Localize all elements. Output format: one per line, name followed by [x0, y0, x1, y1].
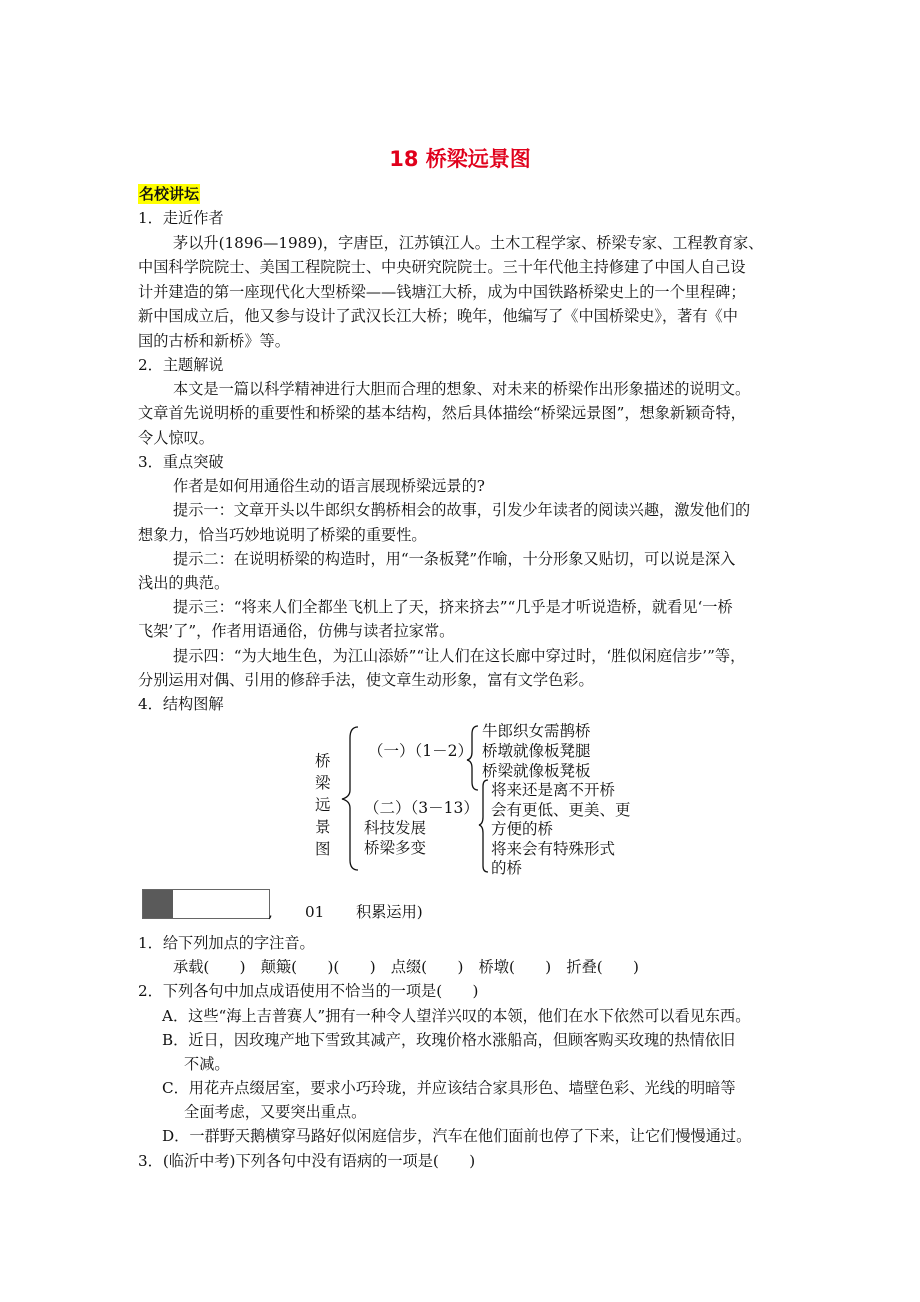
part1-label: （一）（1－2）: [368, 742, 473, 760]
paragraph-line: 想象力，恰当巧妙地说明了桥梁的重要性。: [138, 526, 427, 544]
diagram-root: 桥梁远景图: [315, 752, 331, 858]
option-c-cont: 全面考虑，又要突出重点。: [184, 1103, 367, 1121]
paragraph-line: 浅出的典范。: [138, 574, 230, 592]
paragraph-line: 作者是如何用通俗生动的语言展现桥梁远景的?: [173, 477, 485, 495]
part2-item: 将来还是离不开桥: [491, 781, 616, 799]
section-label: 名校讲坛: [139, 185, 200, 203]
heading-theme: 2．主题解说: [138, 356, 224, 374]
banner-tab: [143, 890, 173, 918]
part2-item: 将来会有特殊形式: [491, 840, 616, 858]
part1-item: 牛郎织女需鹊桥: [482, 722, 591, 740]
paragraph-line: 提示四：“为大地生色，为江山添娇”“让人们在这长廊中穿过时，‘胜似闲庭信步’”等，: [173, 647, 746, 665]
part2-bracket: [479, 780, 488, 872]
question-3: 3．(临沂中考)下列各句中没有语病的一项是( ): [138, 1152, 476, 1170]
paragraph-line: 茅以升(1896—1989)，字唐臣，江苏镇江人。土木工程学家、桥梁专家、工程教育家、: [173, 234, 764, 252]
paragraph-line: 令人惊叹。: [138, 429, 214, 447]
option-b-cont: 不减。: [184, 1055, 230, 1073]
root-bracket: [342, 727, 358, 870]
option-b: B．近日，因玫瑰产地下雪致其减产，玫瑰价格水涨船高，但顾客购买玫瑰的热情依旧: [162, 1031, 736, 1049]
banner-comma: ,: [268, 903, 273, 921]
part2-item: 会有更低、更美、更: [491, 801, 631, 819]
part2-sub: 桥梁多变: [364, 839, 427, 857]
paragraph-line: 中国科学院院士、美国工程院院士、中央研究院院士。三十年代他主持修建了中国人自己设: [138, 258, 746, 276]
option-c: C．用花卉点缀居室，要求小巧玲珑，并应该结合家具形色、墙壁色彩、光线的明暗等: [162, 1079, 736, 1097]
paragraph-line: 新中国成立后，他又参与设计了武汉长江大桥；晚年，他编写了《中国桥梁史》，著有《中: [138, 307, 738, 325]
option-a: A．这些“海上吉普赛人”拥有一种令人望洋兴叹的本领，他们在水下依然可以看见东西。: [162, 1007, 751, 1025]
question-1: 1．给下列加点的字注音。: [138, 934, 315, 952]
paragraph-line: 提示一：文章开头以牛郎织女鹊桥相会的故事，引发少年读者的阅读兴趣，激发他们的: [173, 501, 751, 519]
paragraph-line: 计并建造的第一座现代化大型桥梁——钱塘江大桥，成为中国铁路桥梁史上的一个里程碑；: [138, 283, 746, 301]
paragraph-line: 分别运用对偶、引用的修辞手法，使文章生动形象，富有文学色彩。: [138, 671, 594, 689]
paragraph-line: 文章首先说明桥的重要性和桥梁的基本结构，然后具体描绘“桥梁远景图”，想象新颖奇特，: [138, 404, 746, 422]
section-banner: [142, 889, 270, 919]
part2-label: （二）（3－13）: [364, 799, 479, 817]
page-title: 18 桥梁远景图: [389, 147, 531, 171]
banner-title: 积累运用): [356, 903, 423, 921]
paragraph-line: 本文是一篇以科学精神进行大胆而合理的想象、对未来的桥梁作出形象描述的说明文。: [173, 380, 751, 398]
part2-item: 方便的桥: [491, 820, 554, 838]
option-d: D．一群野天鹅横穿马路好似闲庭信步，汽车在他们面前也停了下来，让它们慢慢通过。: [162, 1127, 752, 1145]
question-1-blanks: 承载( ) 颠簸( )( ) 点缀( ) 桥墩( ) 折叠( ): [173, 958, 639, 976]
paragraph-line: 国的古桥和新桥》等。: [138, 332, 290, 350]
heading-keypoints: 3．重点突破: [138, 453, 224, 471]
heading-structure: 4．结构图解: [138, 695, 224, 713]
part2-item: 的桥: [491, 859, 523, 877]
part2-sub: 科技发展: [364, 819, 427, 837]
heading-author: 1．走近作者: [138, 209, 224, 227]
banner-number: 01: [305, 903, 325, 921]
paragraph-line: 飞架’了”，作者用语通俗，仿佛与读者拉家常。: [138, 622, 455, 640]
part1-item: 桥梁就像板凳板: [482, 762, 591, 780]
question-2: 2．下列各句中加点成语使用不恰当的一项是( ): [138, 982, 479, 1000]
paragraph-line: 提示三：“将来人们全都坐飞机上了天，挤来挤去”“几乎是才听说造桥，就看见‘一桥: [173, 598, 733, 616]
part1-item: 桥墩就像板凳腿: [482, 742, 591, 760]
paragraph-line: 提示二：在说明桥梁的构造时，用“一条板凳”作喻，十分形象又贴切，可以说是深入: [173, 550, 736, 568]
